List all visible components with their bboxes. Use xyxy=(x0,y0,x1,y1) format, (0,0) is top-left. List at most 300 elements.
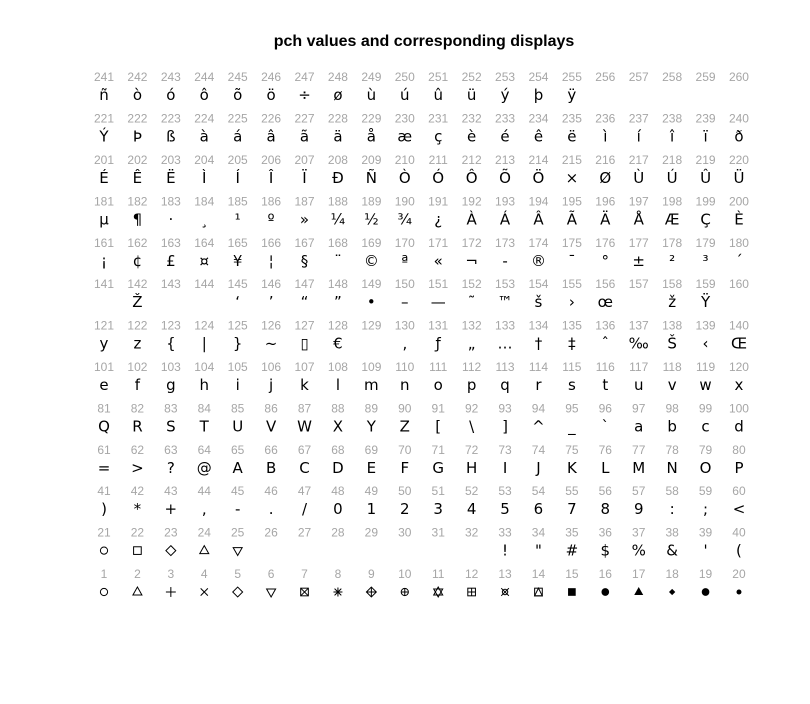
pch-symbol: ? xyxy=(166,458,175,477)
pch-cell-242 xyxy=(127,70,147,104)
pch-number: 232 xyxy=(461,111,482,126)
pch-cell-103 xyxy=(161,360,181,394)
pch-symbol: c xyxy=(701,417,710,436)
pch-number: 237 xyxy=(628,111,649,126)
pch-cell-57 xyxy=(632,484,646,518)
pch-marker-5 xyxy=(233,587,243,597)
pch-cell-243 xyxy=(161,70,181,104)
pch-number: 101 xyxy=(93,360,115,374)
pch-number: 136 xyxy=(595,318,616,333)
pch-symbol: Ø xyxy=(599,169,612,187)
pch-number: 40 xyxy=(732,525,746,540)
pch-marker-4 xyxy=(201,588,208,595)
pch-cell-186 xyxy=(261,194,281,228)
pch-marker-10 xyxy=(401,588,408,595)
pch-number: 201 xyxy=(93,153,115,167)
pch-symbol: þ xyxy=(533,86,544,105)
pch-symbol: ‘ xyxy=(235,293,241,312)
pch-cell-99 xyxy=(699,401,713,435)
pch-cell-168 xyxy=(328,236,348,270)
pch-symbol: Ä xyxy=(600,210,611,229)
pch-cell-153 xyxy=(495,277,515,311)
pch-number: 135 xyxy=(561,318,582,333)
pch-symbol: € xyxy=(333,334,343,353)
pch-number: 42 xyxy=(130,484,145,499)
pch-number: 183 xyxy=(160,194,181,209)
pch-symbol: Þ xyxy=(132,127,142,146)
pch-number: 236 xyxy=(595,111,616,126)
pch-symbol: › xyxy=(568,293,575,312)
pch-symbol: _ xyxy=(568,417,576,436)
pch-cell-195 xyxy=(562,194,582,228)
pch-number: 15 xyxy=(565,567,579,581)
pch-cell-68 xyxy=(331,443,345,477)
pch-symbol: J xyxy=(536,458,541,477)
pch-symbol: S xyxy=(166,417,176,436)
pch-cell-47 xyxy=(298,484,312,518)
pch-cell-42 xyxy=(131,484,145,518)
pch-symbol: 0 xyxy=(333,500,343,519)
pch-symbol: M xyxy=(632,458,646,477)
pch-symbol: Ž xyxy=(132,293,143,312)
pch-cell-177 xyxy=(629,236,649,270)
pch-symbol: ! xyxy=(502,541,509,560)
pch-symbol: ¿ xyxy=(434,210,443,229)
pch-marker-3 xyxy=(166,587,176,597)
pch-symbol: N xyxy=(666,458,678,477)
pch-number: 111 xyxy=(429,360,448,374)
pch-number: 159 xyxy=(695,277,716,292)
pch-cell-162 xyxy=(127,236,147,270)
pch-symbol: » xyxy=(299,210,310,229)
pch-number: 113 xyxy=(495,360,515,374)
pch-symbol: D xyxy=(332,458,344,477)
pch-number: 254 xyxy=(528,70,549,85)
pch-symbol: i xyxy=(235,376,240,394)
pch-number: 152 xyxy=(461,277,482,292)
pch-number: 28 xyxy=(331,525,345,540)
pch-symbol: „ xyxy=(467,334,476,353)
pch-cell-252 xyxy=(462,70,482,104)
pch-number: 75 xyxy=(565,442,579,457)
pch-number: 235 xyxy=(561,111,582,126)
pch-number: 179 xyxy=(695,235,716,250)
pch-cell-17 xyxy=(632,567,646,595)
pch-number: 127 xyxy=(294,318,315,333)
pch-cell-37 xyxy=(632,526,646,560)
pch-cell-192 xyxy=(462,194,482,228)
pch-cell-36 xyxy=(599,526,613,560)
pch-cell-22 xyxy=(131,526,145,555)
pch-symbol: ¢ xyxy=(132,251,143,270)
pch-cell-141 xyxy=(94,277,114,291)
pch-number: 16 xyxy=(598,567,612,581)
pch-cell-134 xyxy=(528,319,548,353)
pch-cell-16 xyxy=(599,567,613,596)
pch-symbol: a xyxy=(634,417,644,436)
pch-cell-8 xyxy=(333,567,342,597)
pch-cell-55 xyxy=(565,484,579,518)
pch-number: 48 xyxy=(331,484,345,499)
pch-symbol: ¡ xyxy=(100,251,108,270)
pch-number: 103 xyxy=(160,360,181,374)
pch-symbol: ’ xyxy=(268,293,274,312)
pch-number: 53 xyxy=(498,484,512,499)
pch-cell-237 xyxy=(629,112,649,146)
pch-number: 153 xyxy=(495,277,516,292)
pch-symbol: µ xyxy=(99,210,109,229)
pch-number: 24 xyxy=(197,525,211,540)
pch-symbol: U xyxy=(232,417,244,436)
pch-number: 70 xyxy=(398,442,412,457)
pch-cell-67 xyxy=(298,443,312,477)
pch-number: 149 xyxy=(361,277,382,292)
pch-number: 90 xyxy=(398,401,412,416)
pch-number: 3 xyxy=(167,567,175,581)
pch-cell-131 xyxy=(428,319,448,353)
pch-number: 185 xyxy=(227,194,248,209)
pch-number: 156 xyxy=(595,277,616,292)
pch-cell-27 xyxy=(298,526,312,540)
pch-cell-226 xyxy=(261,112,281,146)
pch-number: 89 xyxy=(364,401,379,416)
pch-number: 214 xyxy=(528,153,549,167)
pch-number: 88 xyxy=(331,401,345,416)
pch-number: 105 xyxy=(227,360,248,374)
pch-number: 169 xyxy=(361,235,382,250)
pch-symbol: Y xyxy=(366,417,376,436)
pch-cell-58 xyxy=(665,484,679,518)
pch-cell-251 xyxy=(428,70,448,104)
pch-symbol: : xyxy=(669,500,675,519)
pch-number: 20 xyxy=(732,567,746,581)
pch-number: 91 xyxy=(431,401,445,416)
pch-cell-48 xyxy=(331,484,345,518)
pch-number: 128 xyxy=(327,318,348,333)
pch-cell-184 xyxy=(194,194,214,228)
pch-cell-20 xyxy=(732,567,746,594)
pch-number: 49 xyxy=(364,484,379,499)
pch-cell-201 xyxy=(94,153,114,187)
pch-number: 138 xyxy=(662,318,683,333)
pch-number: 51 xyxy=(431,484,445,499)
pch-symbol: “ xyxy=(300,293,309,312)
pch-number: 178 xyxy=(662,235,683,250)
pch-cell-220 xyxy=(729,153,749,187)
pch-symbol: ] xyxy=(502,417,508,436)
pch-cell-183 xyxy=(161,194,181,228)
pch-number: 231 xyxy=(428,111,449,126)
pch-symbol: } xyxy=(232,334,243,353)
pch-symbol: Ö xyxy=(532,169,545,187)
pch-number: 221 xyxy=(93,111,115,126)
pch-cell-142 xyxy=(127,277,147,311)
pch-symbol: Ÿ xyxy=(700,293,711,312)
pch-cell-116 xyxy=(596,360,615,394)
pch-symbol: ÿ xyxy=(567,86,577,105)
pch-number: 151 xyxy=(428,277,449,292)
pch-symbol: ç xyxy=(434,127,443,146)
pch-number: 163 xyxy=(160,235,181,250)
pch-cell-198 xyxy=(662,194,682,228)
pch-symbol: ( xyxy=(736,541,742,560)
pch-symbol: û xyxy=(433,86,443,105)
pch-number: 76 xyxy=(598,442,612,457)
pch-number: 78 xyxy=(665,442,679,457)
pch-number: 204 xyxy=(194,153,215,167)
pch-symbol: q xyxy=(500,376,510,394)
pch-symbol: à xyxy=(199,127,209,146)
pch-number: 14 xyxy=(531,567,546,581)
pch-number: 97 xyxy=(632,401,646,416)
pch-number: 213 xyxy=(495,153,516,167)
pch-symbol: ^ xyxy=(532,417,545,436)
pch-number: 227 xyxy=(294,111,315,126)
pch-number: 60 xyxy=(732,484,746,499)
pch-symbol: [ xyxy=(435,417,442,436)
pch-cell-202 xyxy=(127,153,147,187)
pch-symbol: í xyxy=(636,127,641,146)
pch-symbol: ▯ xyxy=(300,334,309,353)
pch-number: 129 xyxy=(361,318,382,333)
pch-number: 161 xyxy=(93,235,115,250)
pch-number: 205 xyxy=(227,153,248,167)
pch-symbol: Ü xyxy=(733,169,745,187)
pch-cell-6 xyxy=(267,567,276,597)
pch-symbol: > xyxy=(131,458,144,477)
pch-cell-18 xyxy=(665,567,679,595)
pch-symbol: Ç xyxy=(700,210,711,229)
pch-cell-163 xyxy=(161,236,181,270)
pch-symbol: ¶ xyxy=(132,210,143,229)
pch-cell-7 xyxy=(301,567,309,596)
pch-symbol: L xyxy=(601,458,610,477)
pch-symbol: ô xyxy=(199,86,209,105)
pch-symbol: 8 xyxy=(600,500,611,519)
pch-symbol: ) xyxy=(101,500,107,519)
pch-cell-144 xyxy=(194,277,214,291)
pch-marker-24 xyxy=(200,546,209,554)
pch-number: 11 xyxy=(431,567,445,581)
pch-marker-20 xyxy=(737,590,742,595)
pch-number: 104 xyxy=(194,360,215,374)
pch-number: 107 xyxy=(294,360,315,374)
pch-cell-155 xyxy=(562,277,582,311)
pch-symbol: ¨ xyxy=(334,251,342,270)
pch-cell-170 xyxy=(395,236,415,270)
pch-number: 260 xyxy=(728,70,749,85)
pch-cell-130 xyxy=(395,319,415,353)
pch-cell-232 xyxy=(462,112,482,146)
pch-symbol: é xyxy=(500,127,510,146)
pch-cell-224 xyxy=(194,112,214,146)
pch-symbol: ™ xyxy=(497,293,513,312)
pch-marker-16 xyxy=(601,588,609,596)
pch-symbol: Q xyxy=(98,417,110,436)
pch-cell-169 xyxy=(361,236,381,270)
pch-number: 184 xyxy=(194,194,215,209)
pch-number: 7 xyxy=(301,567,308,581)
pch-symbol: ¥ xyxy=(232,251,243,270)
pch-symbol: K xyxy=(566,458,577,477)
pch-cell-120 xyxy=(729,360,749,394)
pch-cell-1 xyxy=(100,567,107,596)
pch-number: 120 xyxy=(728,360,749,374)
pch-number: 233 xyxy=(495,111,516,126)
pch-symbol: Ã xyxy=(566,210,578,229)
pch-number: 46 xyxy=(264,484,278,499)
pch-number: 229 xyxy=(361,111,382,126)
pch-number: 243 xyxy=(160,70,181,85)
pch-number: 30 xyxy=(398,525,412,540)
pch-cell-38 xyxy=(665,526,679,560)
pch-symbol: ¯ xyxy=(568,251,576,270)
pch-cell-127 xyxy=(295,319,315,353)
pch-number: 218 xyxy=(662,153,683,167)
pch-symbol: ê xyxy=(533,127,544,146)
pch-symbol: W xyxy=(297,417,312,436)
pch-symbol: ÷ xyxy=(298,86,311,105)
pch-symbol: - xyxy=(502,251,508,270)
pch-cell-255 xyxy=(562,70,582,104)
pch-symbol: ´ xyxy=(735,251,743,270)
pch-symbol: 4 xyxy=(466,500,477,519)
pch-cell-214 xyxy=(528,153,548,187)
pch-symbol: ä xyxy=(333,127,343,146)
pch-symbol: ‡ xyxy=(568,334,576,353)
pch-cell-50 xyxy=(398,484,412,518)
pch-number: 137 xyxy=(628,318,649,333)
pch-number: 119 xyxy=(695,360,716,374)
pch-symbol: ‹ xyxy=(702,334,709,353)
pch-number: 77 xyxy=(632,442,646,457)
pch-number: 39 xyxy=(698,525,713,540)
pch-symbol: Ý xyxy=(99,127,109,146)
pch-number: 226 xyxy=(261,111,282,126)
pch-marker-17 xyxy=(634,587,643,595)
pch-number: 31 xyxy=(431,525,445,540)
pch-cell-76 xyxy=(599,443,613,477)
pch-cell-236 xyxy=(595,112,615,146)
pch-number: 182 xyxy=(127,194,148,209)
pch-symbol: ¦ xyxy=(268,251,274,270)
pch-cell-77 xyxy=(632,443,646,477)
pch-number: 168 xyxy=(327,235,348,250)
pch-cell-107 xyxy=(295,360,315,394)
pch-symbol: Ê xyxy=(132,169,143,187)
pch-cell-137 xyxy=(629,319,649,353)
pch-symbol: % xyxy=(631,541,646,560)
pch-cell-83 xyxy=(164,401,178,435)
pch-cell-166 xyxy=(261,236,281,270)
pch-cell-9 xyxy=(366,567,376,597)
pch-symbol: Â xyxy=(533,210,544,229)
pch-cell-109 xyxy=(361,360,381,394)
pch-symbol: A xyxy=(232,458,243,477)
pch-number: 202 xyxy=(127,153,148,167)
pch-symbol: ‚ xyxy=(402,334,408,353)
pch-symbol: ® xyxy=(530,251,546,270)
pch-cell-135 xyxy=(562,319,582,353)
pch-number: 203 xyxy=(160,153,181,167)
pch-number: 147 xyxy=(294,277,315,292)
pch-cell-147 xyxy=(295,277,315,311)
pch-number: 21 xyxy=(97,525,111,540)
pch-cell-39 xyxy=(699,526,713,560)
pch-cell-72 xyxy=(465,443,479,477)
pch-number: 87 xyxy=(297,401,312,416)
pch-cell-35 xyxy=(565,526,579,560)
pch-cell-21 xyxy=(97,526,111,555)
pch-number: 172 xyxy=(461,235,482,250)
pch-symbol: R xyxy=(132,417,143,436)
pch-cell-206 xyxy=(261,153,281,187)
pch-symbol: ì xyxy=(603,127,608,146)
pch-symbol: ö xyxy=(266,86,276,105)
pch-number: 81 xyxy=(97,401,111,416)
pch-number: 257 xyxy=(628,70,649,85)
pch-symbol: ‰ xyxy=(628,334,649,353)
pch-number: 252 xyxy=(461,70,482,85)
pch-cell-90 xyxy=(398,401,412,435)
pch-cell-233 xyxy=(495,112,515,146)
pch-number: 250 xyxy=(394,70,415,85)
pch-symbol: î xyxy=(670,127,675,146)
pch-symbol: Ú xyxy=(666,169,678,187)
pch-symbol: ò xyxy=(132,86,143,105)
pch-symbol: Í xyxy=(235,169,240,187)
pch-cell-52 xyxy=(465,484,479,518)
pch-cell-203 xyxy=(161,153,181,187)
pch-number: 85 xyxy=(231,401,245,416)
pch-symbol: â xyxy=(266,127,276,146)
pch-symbol: ¬ xyxy=(465,251,478,270)
pch-symbol: C xyxy=(299,458,310,477)
pch-cell-230 xyxy=(395,112,415,146)
pch-number: 8 xyxy=(334,567,342,581)
pch-symbol: $ xyxy=(600,541,611,560)
pch-cell-129 xyxy=(361,319,381,333)
pch-symbol: œ xyxy=(597,293,613,312)
pch-number: 211 xyxy=(428,153,448,167)
pch-symbol: ² xyxy=(669,251,676,270)
pch-cell-187 xyxy=(295,194,315,228)
pch-symbol: × xyxy=(565,169,579,187)
pch-symbol: I xyxy=(502,458,508,477)
pch-marker-19 xyxy=(702,588,710,596)
pch-cell-151 xyxy=(428,277,448,311)
pch-number: 19 xyxy=(698,567,713,581)
pch-symbol: ú xyxy=(400,86,410,105)
pch-cell-123 xyxy=(161,319,181,353)
pch-cell-176 xyxy=(595,236,615,270)
pch-number: 56 xyxy=(598,484,612,499)
pch-symbol: 7 xyxy=(567,500,577,519)
pch-cell-207 xyxy=(295,153,315,187)
pch-cell-85 xyxy=(231,401,245,435)
pch-cell-154 xyxy=(528,277,548,311)
pch-number: 255 xyxy=(561,70,582,85)
pch-cell-2 xyxy=(133,567,142,595)
pch-cell-78 xyxy=(665,443,679,477)
pch-number: 171 xyxy=(428,235,449,250)
pch-marker-12 xyxy=(468,588,476,596)
pch-symbol: X xyxy=(332,417,344,436)
pch-cell-110 xyxy=(395,360,414,394)
pch-number: 144 xyxy=(194,277,215,292)
pch-number: 228 xyxy=(327,111,348,126)
pch-cell-222 xyxy=(127,112,147,146)
